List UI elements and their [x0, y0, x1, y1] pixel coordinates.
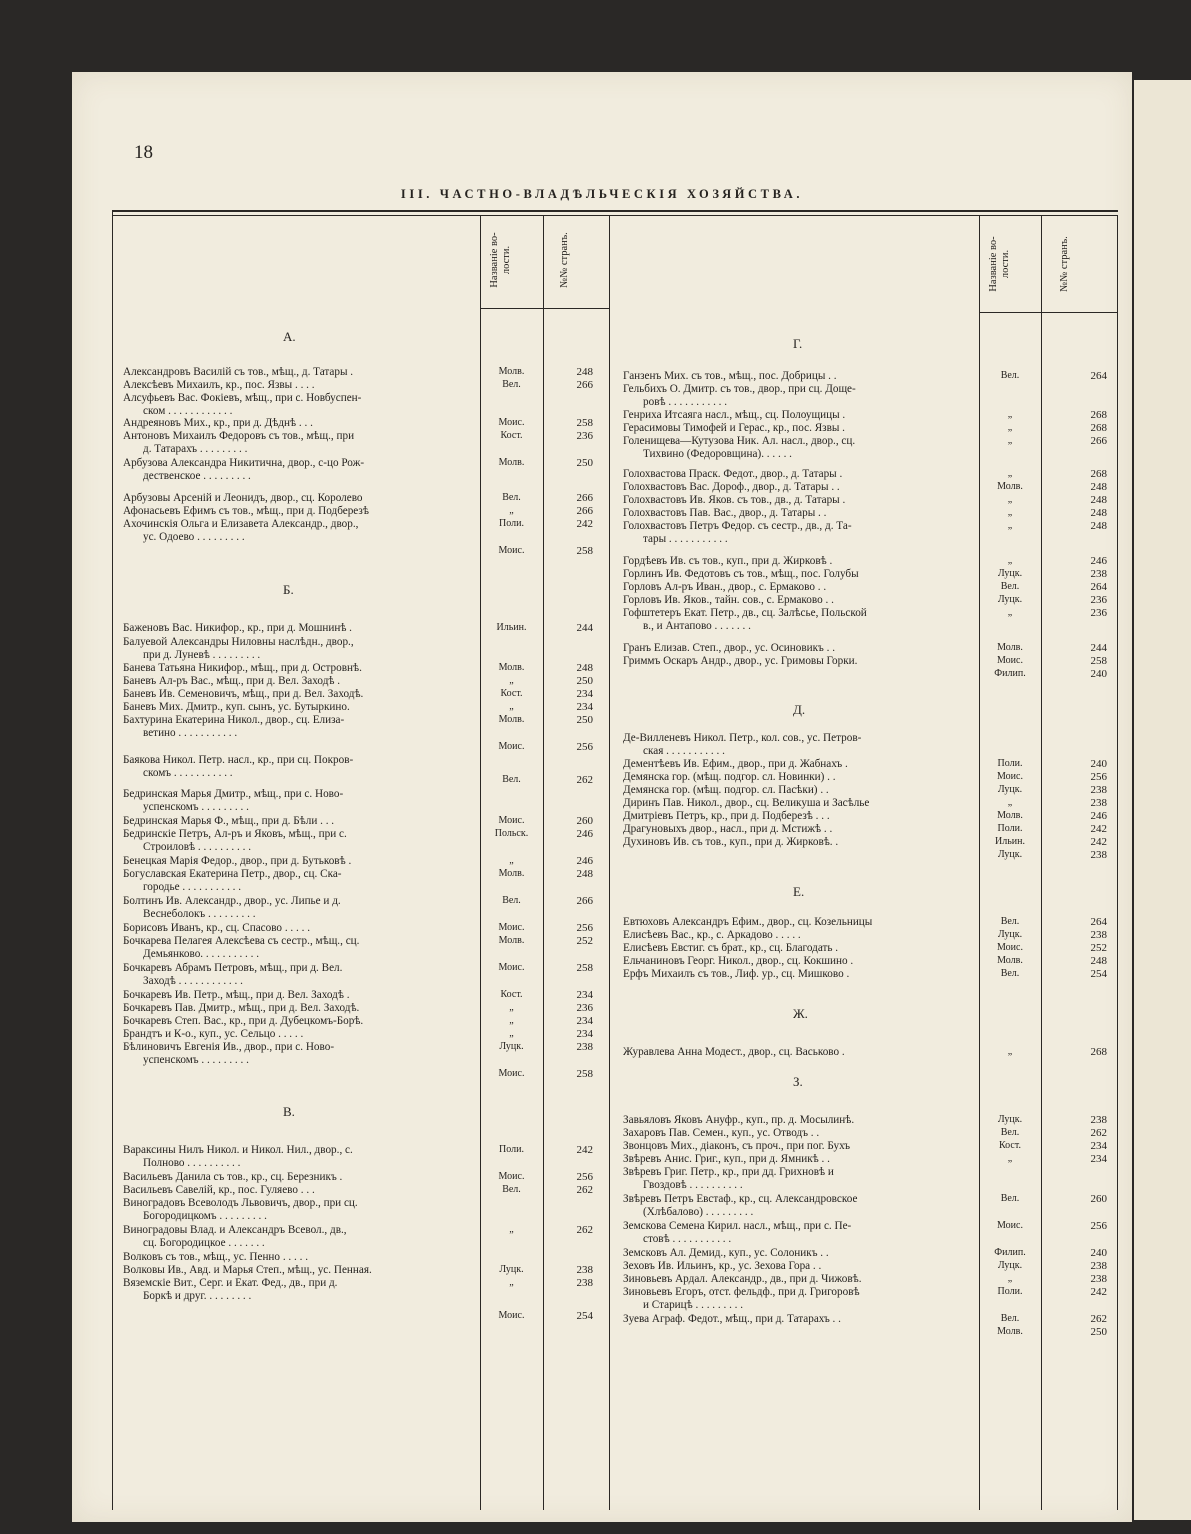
entry-volost: Вел.: [502, 379, 521, 390]
entry-volost: Луцк.: [997, 849, 1023, 860]
entry-page-number: 250: [576, 675, 593, 687]
entry-volost: Луцк.: [997, 568, 1023, 579]
entry-volost: „: [1007, 520, 1013, 531]
entry-name-line: Гофштетеръ Екат. Петр., дв., сц. Залѣсье, Польской: [623, 607, 867, 619]
entry-name-line: ус. Одоево . . . . . . . . .: [143, 530, 245, 543]
entry-volost: „: [1007, 435, 1013, 446]
entry-name-line: Антоновъ Михаилъ Федоровъ съ тов., мѣщ., при: [123, 430, 355, 442]
entry-name-line: стовѣ . . . . . . . . . . .: [643, 1232, 732, 1245]
entry-volost: Поли.: [997, 823, 1023, 834]
entry-volost: Моис.: [498, 545, 525, 556]
entry-page-number: 266: [576, 505, 593, 517]
col-header-volost-right: Названіе во- лости.: [988, 236, 1011, 292]
entry-page-number: 254: [576, 1310, 593, 1322]
entry-name-line: ском . . . . . . . . . . . .: [143, 404, 233, 417]
entry-name-line: Звонцовъ Мих., діаконъ, съ проч., при пог. Бухъ: [623, 1140, 851, 1152]
entry-volost: Польск.: [494, 828, 529, 839]
entry-volost: „: [1007, 1273, 1013, 1284]
entry-volost: Ильин.: [496, 622, 527, 633]
entry-page-number: 244: [576, 622, 593, 634]
entry-name-line: Бедринскіе Петръ, Ал-ръ и Яковъ, мѣщ., при с.: [123, 828, 347, 840]
entry-page-number: 258: [576, 1068, 593, 1080]
entry-page-number: 248: [1090, 507, 1107, 519]
entry-name-line: Строиловѣ . . . . . . . . . .: [143, 840, 251, 853]
entry-name-line: Демянска гор. (мѣщ. подгор. сл. Пасѣки) . .: [623, 784, 829, 796]
entry-name-line: Драгуновыхъ двор., насл., при д. Мстижѣ . .: [623, 823, 833, 835]
entry-name-line: Дмитріевъ Петръ, кр., при д. Подберезѣ . . .: [623, 810, 830, 822]
entry-volost: „: [509, 1277, 514, 1288]
entry-page-number: 238: [576, 1041, 593, 1053]
entry-name-line: Звѣревъ Петръ Евстаф., кр., сц. Александровское: [623, 1193, 858, 1205]
entry-volost: Моис.: [498, 1068, 525, 1079]
entry-name-line: Голохвастовъ Петръ Федор. съ сестр., дв., д. Та-: [623, 520, 852, 532]
entry-name-line: Журавлева Анна Модест., двор., сц. Васьково .: [623, 1046, 845, 1058]
entry-page-number: 266: [576, 895, 593, 907]
entry-name-line: Васильевъ Савелій, кр., пос. Гуляево . . .: [123, 1184, 315, 1196]
entry-volost: „: [1007, 1046, 1013, 1057]
entry-page-number: 236: [1090, 594, 1107, 606]
entry-page-number: 258: [1090, 655, 1107, 667]
entry-name-line: Васильевъ Данила съ тов., кр., сц. Березникъ .: [123, 1171, 343, 1183]
entry-name-line: Алексѣевъ Михаилъ, кр., пос. Язвы . . . .: [123, 379, 315, 391]
entry-volost: Поли.: [499, 518, 524, 529]
entry-page-number: 238: [1090, 1114, 1107, 1126]
entry-name-line: Горлинъ Ив. Федотовъ съ тов., мѣщ., пос. Голубы: [623, 568, 859, 580]
entry-name-line: д. Татарахъ . . . . . . . . .: [143, 442, 248, 455]
entry-page-number: 256: [576, 741, 593, 753]
entry-volost: Вел.: [502, 1184, 521, 1195]
entry-name-line: Бахтурина Екатерина Никол., двор., сц. Елиза-: [123, 714, 345, 726]
entry-volost: Молв.: [498, 935, 525, 946]
entry-volost: Кост.: [999, 1140, 1021, 1151]
entry-name-line: городье . . . . . . . . . . .: [143, 880, 242, 893]
entry-name-line: Диринъ Пав. Никол., двор., сц. Великуша и Засѣлье: [623, 797, 870, 809]
entry-name-line: Генриха Итсаяга насл., мѣщ., сц. Полоущицы .: [623, 409, 846, 421]
entry-volost: Моис.: [997, 942, 1023, 953]
entry-volost: Моис.: [997, 655, 1023, 666]
entry-volost: Луцк.: [997, 929, 1023, 940]
entry-page-number: 238: [576, 1264, 593, 1276]
entry-page-number: 234: [576, 989, 593, 1001]
entry-volost: Молв.: [997, 1326, 1023, 1337]
entry-volost: Молв.: [498, 662, 525, 673]
entry-name-line: Зиновьевъ Егоръ, отст. фельдф., при д. Григоровѣ: [623, 1286, 860, 1298]
entry-name-line: Банева Татьяна Никифор., мѣщ., при д. Островнѣ.: [123, 662, 362, 674]
entry-volost: Молв.: [498, 714, 525, 725]
entry-name-line: Алсуфьевъ Вас. Фокіевъ, мѣщ., при с. Новбуспен-: [123, 392, 362, 404]
entry-page-number: 266: [576, 379, 593, 391]
entry-page-number: 238: [1090, 849, 1107, 861]
entry-page-number: 238: [1090, 1273, 1107, 1285]
entry-page-number: 238: [576, 1277, 593, 1289]
entry-page-number: 264: [1090, 916, 1107, 928]
entry-name-line: Бѣлиновичъ Евгенія Ив., двор., при с. Ново-: [123, 1041, 335, 1053]
entry-page-number: 262: [1090, 1127, 1107, 1139]
entry-volost: Молв.: [498, 457, 525, 468]
entry-name-line: Зиновьевъ Ардал. Александр., дв., при д. Чижовѣ.: [623, 1273, 862, 1285]
entry-page-number: 268: [1090, 409, 1107, 421]
entry-name-line: (Хлѣбалово) . . . . . . . . .: [643, 1205, 754, 1218]
entry-name-line: Голохвастова Праск. Федот., двор., д. Татары .: [623, 468, 843, 480]
entry-volost: Молв.: [997, 955, 1023, 966]
entry-volost: Моис.: [498, 962, 525, 973]
entry-page-number: 234: [576, 1028, 593, 1040]
entry-page-number: 266: [1090, 435, 1107, 447]
entry-volost: „: [1007, 468, 1013, 479]
entry-volost: Вел.: [1000, 370, 1020, 381]
entry-page-number: 260: [576, 815, 593, 827]
entry-page-number: 262: [576, 774, 593, 786]
entry-page-number: 240: [1090, 1247, 1107, 1259]
entry-page-number: 234: [1090, 1140, 1107, 1152]
entry-page-number: 254: [1090, 968, 1107, 980]
entry-page-number: 264: [1090, 370, 1107, 382]
entry-page-number: 248: [1090, 494, 1107, 506]
entry-page-number: 248: [576, 366, 593, 378]
entry-volost: Луцк.: [997, 1114, 1023, 1125]
entry-page-number: 250: [1090, 1326, 1107, 1338]
entry-page-number: 256: [576, 922, 593, 934]
entry-page-number: 250: [576, 457, 593, 469]
entry-name-line: при д. Луневѣ . . . . . . . . .: [143, 648, 261, 661]
col-header-pages-right: №№ странъ.: [1059, 236, 1070, 292]
entry-name-line: Елисѣевъ Вас., кр., с. Аркадово . . . . .: [623, 929, 801, 941]
entry-name-line: Герасимовы Тимофей и Герас., кр., пос. Язвы .: [623, 422, 845, 434]
entry-name-line: дественское . . . . . . . . .: [143, 469, 251, 482]
entry-page-number: 238: [1090, 784, 1107, 796]
entry-name-line: Балуевой Александры Ниловны наслѣдн., двор.,: [123, 636, 354, 648]
entry-name-line: Виноградовъ Всеволодъ Львовичъ, двор., при сц.: [123, 1197, 358, 1209]
entry-name-line: Ерфъ Михаилъ съ тов., Лиф. ур., сц. Мишково .: [623, 968, 850, 980]
entry-name-line: Голохвастовъ Ив. Яков. съ тов., дв., д. Татары .: [623, 494, 846, 506]
entry-name-line: Демьянково. . . . . . . . . . .: [143, 947, 260, 960]
entry-name-line: Ельчаниновъ Георг. Никол., двор., сц. Кокшино .: [623, 955, 854, 967]
entry-volost: Моис.: [997, 1220, 1023, 1231]
entry-name-line: Звѣревъ Григ. Петр., кр., при дд. Грихновѣ и: [623, 1166, 834, 1178]
entry-page-number: 264: [1090, 581, 1107, 593]
entry-volost: Молв.: [997, 810, 1023, 821]
entry-name-line: Богуславская Екатерина Петр., двор., сц. Ска-: [123, 868, 342, 880]
section-letter: Д.: [793, 702, 806, 717]
entry-name-line: ветино . . . . . . . . . . .: [143, 726, 238, 739]
entry-volost: „: [509, 675, 514, 686]
entry-name-line: Гриммъ Оскаръ Андр., двор., ус. Гримовы Горки.: [623, 655, 858, 667]
section-letter: Е.: [793, 884, 805, 899]
entry-volost: Молв.: [498, 868, 525, 879]
entry-page-number: 262: [1090, 1313, 1107, 1325]
section-letter: Г.: [793, 336, 803, 351]
entry-volost: Вел.: [502, 895, 521, 906]
entry-name-line: тары . . . . . . . . . . .: [643, 532, 728, 545]
entry-name-line: Волковы Ив., Авд. и Марья Степ., мѣщ., ус. Пенная.: [123, 1264, 372, 1276]
entry-name-line: Земсковъ Ал. Демид., куп., ус. Солоникъ . .: [623, 1247, 829, 1259]
entry-name-line: Гельбихъ О. Дмитр. съ тов., двор., при сц. Доще-: [623, 383, 856, 395]
entry-volost: Луцк.: [499, 1041, 524, 1052]
entry-page-number: 242: [1090, 836, 1107, 848]
entry-name-line: Афонасьевъ Ефимъ съ тов., мѣщ., при д. Подберезѣ: [123, 505, 369, 517]
entry-name-line: Бочкаревъ Ив. Петр., мѣщ., при д. Вел. Заходѣ .: [123, 989, 350, 1001]
index-table: [112, 210, 1118, 1510]
col-header-pages-left: №№ странъ.: [559, 232, 570, 288]
entry-page-number: 268: [1090, 422, 1107, 434]
section-title: III. ЧАСТНО-ВЛАДѢЛЬЧЕСКІЯ ХОЗЯЙСТВА.: [400, 187, 804, 201]
entry-name-line: Горловъ Ив. Яков., тайн. сов., с. Ермаково . .: [623, 594, 834, 606]
entry-name-line: Земскова Семена Кирил. насл., мѣщ., при с. Пе-: [623, 1220, 852, 1232]
entry-page-number: 260: [1090, 1193, 1107, 1205]
entry-name-line: Полново . . . . . . . . . .: [143, 1156, 241, 1169]
entry-page-number: 262: [576, 1224, 593, 1236]
entry-page-number: 268: [1090, 468, 1107, 480]
entry-volost: „: [1007, 607, 1013, 618]
entry-name-line: Бедринская Марья Ф., мѣщ., при д. Бѣли . . .: [123, 815, 335, 827]
entry-name-line: Захаровъ Пав. Семен., куп., ус. Отводъ . .: [623, 1127, 820, 1139]
entry-volost: Луцк.: [499, 1264, 524, 1275]
entry-name-line: Елисѣевъ Евстиг. съ брат., кр., сц. Благодать .: [623, 942, 839, 954]
entry-name-line: Ганзенъ Мих. съ тов., мѣщ., пос. Добрицы . .: [623, 370, 837, 382]
entry-volost: Кост.: [500, 430, 523, 441]
entry-page-number: 242: [1090, 823, 1107, 835]
entry-name-line: Гвоздовѣ . . . . . . . . . .: [643, 1178, 743, 1191]
section-letter: Ж.: [793, 1006, 808, 1021]
entry-name-line: скомъ . . . . . . . . . . .: [143, 766, 233, 779]
entry-name-line: Болтинъ Ив. Александр., двор., ус. Липье и д.: [123, 895, 341, 907]
entry-page-number: 242: [576, 1144, 593, 1156]
entry-name-line: Баневъ Ив. Семеновичъ, мѣщ., при д. Вел. Заходѣ.: [123, 688, 364, 700]
entry-name-line: Бочкаревъ Пав. Дмитр., мѣщ., при д. Вел. Заходѣ.: [123, 1002, 360, 1014]
entry-name-line: Баженовъ Вас. Никифор., кр., при д. Мошнинѣ .: [123, 622, 352, 634]
entry-volost: Моис.: [498, 741, 525, 752]
entry-name-line: Гранъ Елизав. Степ., двор., ус. Осиновикъ . .: [623, 642, 836, 654]
entry-volost: Вел.: [1000, 916, 1020, 927]
entry-name-line: Гордѣевъ Ив. съ тов., куп., при д. Жирковѣ .: [623, 555, 833, 567]
entry-page-number: 252: [1090, 942, 1107, 954]
entry-volost: Молв.: [997, 481, 1023, 492]
entry-name-line: Завьяловъ Яковъ Ануфр., куп., пр. д. Мосылинѣ.: [623, 1114, 855, 1126]
entry-page-number: 248: [1090, 481, 1107, 493]
entry-name-line: успенскомъ . . . . . . . . .: [143, 800, 249, 813]
entry-page-number: 268: [1090, 1046, 1107, 1058]
entry-volost: „: [1007, 507, 1013, 518]
page-number: 18: [134, 142, 153, 163]
entry-page-number: 238: [1090, 797, 1107, 809]
entry-volost: Вел.: [1000, 1193, 1020, 1204]
entry-volost: „: [1007, 1153, 1013, 1164]
entry-page-number: 234: [576, 1015, 593, 1027]
entry-page-number: 246: [1090, 555, 1107, 567]
entry-volost: Моис.: [498, 417, 525, 428]
entry-volost: Моис.: [498, 815, 525, 826]
entry-volost: Вел.: [1000, 1127, 1020, 1138]
entry-page-number: 256: [1090, 1220, 1107, 1232]
entry-name-line: Голохвастовъ Вас. Дороф., двор., д. Татары . .: [623, 481, 840, 493]
entry-page-number: 242: [576, 518, 593, 530]
entry-page-number: 246: [1090, 810, 1107, 822]
entry-volost: „: [1007, 797, 1013, 808]
entry-volost: „: [1007, 422, 1013, 433]
entry-volost: Филип.: [994, 668, 1026, 679]
entry-name-line: ская . . . . . . . . . . .: [643, 744, 725, 757]
entry-volost: Поли.: [997, 758, 1023, 769]
document-page: [72, 72, 1132, 1522]
entry-name-line: Бедринская Марья Дмитр., мѣщ., при с. Ново-: [123, 788, 344, 800]
entry-volost: „: [509, 855, 514, 866]
entry-page-number: 262: [576, 1184, 593, 1196]
entry-volost: „: [509, 701, 514, 712]
entry-name-line: Бочкаревъ Абрамъ Петровъ, мѣщ., при д. Вел.: [123, 962, 343, 974]
entry-volost: Филип.: [994, 1247, 1026, 1258]
entry-volost: „: [509, 1224, 514, 1235]
entry-volost: Луцк.: [997, 1260, 1023, 1271]
entry-volost: Моис.: [997, 771, 1023, 782]
entry-name-line: Звѣревъ Анис. Григ., куп., при д. Ямникѣ . .: [623, 1153, 830, 1165]
entry-name-line: Александровъ Василій съ тов., мѣщ., д. Татары .: [123, 366, 354, 378]
entry-page-number: 250: [576, 714, 593, 726]
entry-page-number: 248: [576, 662, 593, 674]
entry-name-line: Баневъ Ал-ръ Вас., мѣщ., при д. Вел. Заходѣ .: [123, 675, 341, 687]
entry-page-number: 240: [1090, 668, 1107, 680]
entry-name-line: Арбузовы Арсеній и Леонидъ, двор., сц. Королево: [123, 492, 363, 504]
entry-name-line: Горловъ Ал-ръ Иван., двор., с. Ермаково . .: [623, 581, 827, 593]
entry-volost: Вел.: [502, 492, 521, 503]
entry-name-line: Голенищева—Кутузова Ник. Ал. насл., двор., сц.: [623, 435, 856, 447]
entry-name-line: Заходѣ . . . . . . . . . . . .: [143, 974, 243, 987]
entry-name-line: Дементѣевъ Ив. Ефим., двор., при д. Жабнахъ .: [623, 758, 848, 770]
entry-page-number: 238: [1090, 568, 1107, 580]
entry-volost: „: [509, 1002, 514, 1013]
entry-page-number: 258: [576, 962, 593, 974]
entry-page-number: 256: [576, 1171, 593, 1183]
entry-name-line: Демянска гор. (мѣщ. подгор. сл. Новинки) . .: [623, 771, 836, 783]
entry-page-number: 246: [576, 828, 593, 840]
entry-volost: Моис.: [498, 1171, 525, 1182]
entry-volost: „: [1007, 555, 1013, 566]
entry-volost: Поли.: [997, 1286, 1023, 1297]
entry-name-line: Боркѣ и друг. . . . . . . . .: [143, 1289, 252, 1302]
entry-name-line: Зуева Аграф. Федот., мѣщ., при д. Татарахъ . .: [623, 1313, 841, 1325]
entry-name-line: Тихвино (Федоровщина). . . . . .: [643, 447, 792, 460]
entry-name-line: Духиновъ Ив. съ тов., куп., при д. Жирковѣ. .: [623, 836, 839, 848]
entry-name-line: Бочкарева Пелагея Алексѣева съ сестр., мѣщ., сц.: [123, 935, 360, 947]
entry-page-number: 234: [576, 688, 593, 700]
entry-page-number: 242: [1090, 1286, 1107, 1298]
entry-page-number: 256: [1090, 771, 1107, 783]
section-letter: А.: [283, 329, 296, 344]
entry-volost: Молв.: [498, 366, 525, 377]
entry-page-number: 258: [576, 417, 593, 429]
entry-volost: Ильин.: [995, 836, 1025, 847]
entry-volost: Вел.: [502, 774, 521, 785]
adjacent-page-edge: [1134, 80, 1191, 1520]
entry-page-number: 248: [576, 868, 593, 880]
entry-name-line: Евтюховъ Александръ Ефим., двор., сц. Козельницы: [623, 916, 873, 928]
entry-name-line: Брандтъ и К-о., куп., ус. Сельцо . . . . .: [123, 1028, 304, 1040]
entry-page-number: 236: [576, 430, 593, 442]
section-letter: В.: [283, 1104, 295, 1119]
section-letter: Б.: [283, 582, 294, 597]
entry-page-number: 248: [1090, 955, 1107, 967]
entry-name-line: Арбузова Александра Никитична, двор., с-цо Рож-: [123, 457, 365, 469]
entry-volost: Кост.: [500, 989, 523, 1000]
entry-volost: „: [509, 505, 514, 516]
entry-name-line: Баневъ Мих. Дмитр., куп. сынъ, ус. Бутыркино.: [123, 701, 350, 713]
entry-volost: Моис.: [498, 922, 525, 933]
entry-page-number: 252: [576, 935, 593, 947]
entry-name-line: Борисовъ Иванъ, кр., сц. Спасово . . . . .: [123, 922, 310, 934]
entry-name-line: Вяземскіе Вит., Серг. и Екат. Фед., дв., при д.: [123, 1277, 338, 1289]
entry-page-number: 240: [1090, 758, 1107, 770]
entry-name-line: Волковъ съ тов., мѣщ., ус. Пенно . . . . .: [123, 1251, 308, 1263]
entry-name-line: сц. Богородицкое . . . . . . .: [143, 1236, 265, 1249]
entry-volost: Луцк.: [997, 594, 1023, 605]
entry-volost: Вел.: [1000, 1313, 1020, 1324]
entry-page-number: 238: [1090, 1260, 1107, 1272]
col-header-volost-left: Названіе во- лости.: [489, 232, 512, 288]
entry-name-line: Бочкаревъ Степ. Вас., кр., при д. Дубецкомъ-Борѣ.: [123, 1015, 364, 1027]
entry-name-line: и Старицѣ . . . . . . . . .: [643, 1298, 744, 1311]
entry-page-number: 258: [576, 545, 593, 557]
entry-name-line: Богородицкомъ . . . . . . . . .: [143, 1209, 267, 1222]
entry-page-number: 236: [1090, 607, 1107, 619]
entry-name-line: успенскомъ . . . . . . . . .: [143, 1053, 249, 1066]
entry-volost: „: [509, 1015, 514, 1026]
entry-name-line: Зеховъ Ив. Ильинъ, кр., ус. Зехова Гора . .: [623, 1260, 822, 1272]
entry-name-line: Вараксины Нилъ Никол. и Никол. Нил., двор., с.: [123, 1144, 353, 1156]
entry-name-line: ровѣ . . . . . . . . . . .: [643, 395, 728, 408]
entry-volost: Кост.: [500, 688, 523, 699]
entry-volost: Моис.: [498, 1310, 525, 1321]
entry-page-number: 236: [576, 1002, 593, 1014]
entry-page-number: 238: [1090, 929, 1107, 941]
entry-volost: „: [1007, 494, 1013, 505]
entry-volost: Луцк.: [997, 784, 1023, 795]
entry-page-number: 234: [576, 701, 593, 713]
entry-name-line: в., и Антапово . . . . . . .: [643, 619, 751, 632]
entry-name-line: Де-Вилленевъ Никол. Петр., кол. сов., ус. Петров-: [623, 732, 862, 744]
entry-volost: Вел.: [1000, 968, 1020, 979]
entry-page-number: 244: [1090, 642, 1107, 654]
entry-volost: „: [1007, 409, 1013, 420]
entry-page-number: 248: [1090, 520, 1107, 532]
entry-name-line: Виноградовы Влад. и Александръ Всевол., дв.,: [123, 1224, 347, 1236]
entry-page-number: 246: [576, 855, 593, 867]
section-letter: З.: [793, 1074, 803, 1089]
entry-name-line: Ахочинскія Ольга и Елизавета Александр., двор.,: [123, 518, 359, 530]
entry-name-line: Баякова Никол. Петр. насл., кр., при сц. Покров-: [123, 754, 354, 766]
entry-volost: Молв.: [997, 642, 1023, 653]
entry-name-line: Андреяновъ Мих., кр., при д. Дѣднѣ . . .: [123, 417, 313, 429]
entry-page-number: 234: [1090, 1153, 1107, 1165]
entry-volost: „: [509, 1028, 514, 1039]
entry-page-number: 266: [576, 492, 593, 504]
entry-name-line: Голохвастовъ Пав. Вас., двор., д. Татары . .: [623, 507, 827, 519]
entry-volost: Вел.: [1000, 581, 1020, 592]
entry-name-line: Бенецкая Марія Федор., двор., при д. Бутьковѣ .: [123, 855, 352, 867]
entry-name-line: Веснеболокъ . . . . . . . . .: [143, 907, 256, 920]
entry-volost: Поли.: [499, 1144, 524, 1155]
